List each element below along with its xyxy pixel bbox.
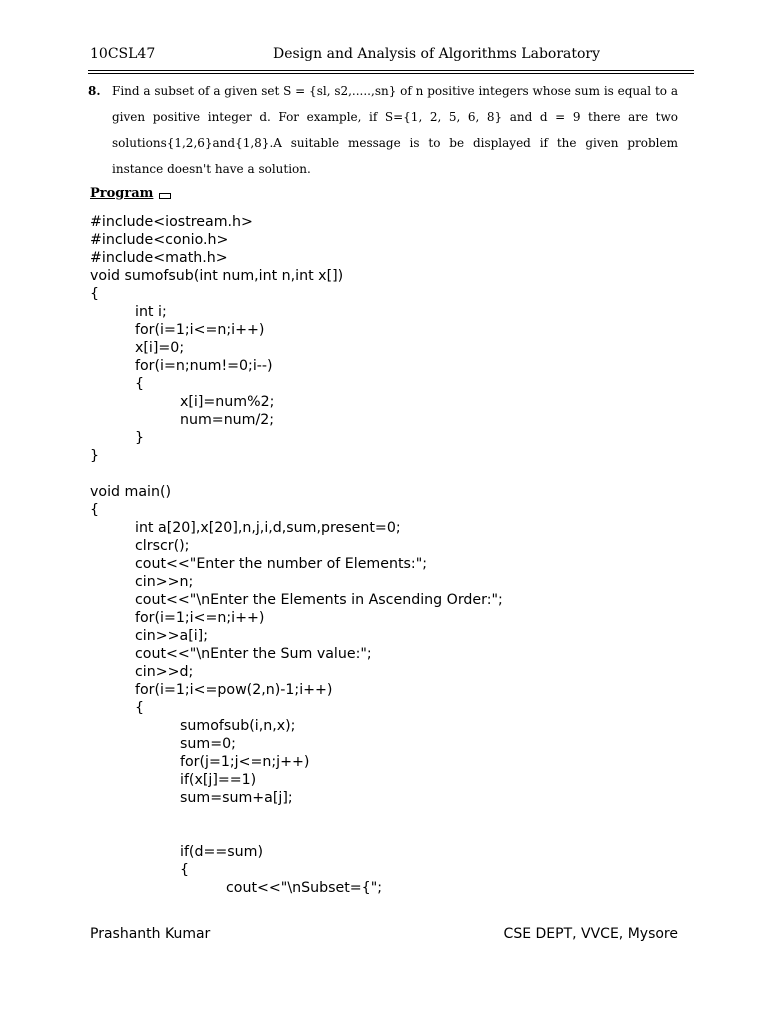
code-line: #include<conio.h> [90, 232, 229, 248]
course-code: 10CSL47 [90, 46, 156, 62]
code-line: cout<<"\nEnter the Elements in Ascending Order:"; [135, 592, 503, 608]
code-line: { [90, 502, 100, 518]
code-line: { [90, 286, 100, 302]
code-line: { [135, 700, 145, 716]
code-line [90, 825, 708, 843]
code-line: clrscr(); [135, 538, 190, 554]
code-line: cout<<"Enter the number of Elements:"; [135, 556, 428, 572]
code-line: { [135, 376, 145, 392]
code-line: x[i]=0; [135, 340, 185, 356]
problem-statement [88, 78, 678, 182]
code-line: x[i]=num%2; [180, 394, 275, 410]
code-line: } [135, 430, 145, 446]
code-line: int a[20],x[20],n,j,i,d,sum,present=0; [135, 520, 401, 536]
footer-department: CSE DEPT, VVCE, Mysore [503, 926, 678, 942]
page-header [88, 46, 690, 68]
code-line: #include<iostream.h> [90, 214, 253, 230]
problem-text: Find a subset of a given set S = {sl, s2,.....,sn} of n positive integers whose sum is equal to a given positive integer d. For example, if S={1, 2, 5, 6, 8} and d = 9 there are two solutions{1,2,6}and{1,8}.A suitable message is to be displayed if the given problem instance doesn't have a solution. [112, 84, 678, 176]
code-line: for(i=1;i<=n;i++) [135, 610, 265, 626]
code-line: cout<<"\nEnter the Sum value:"; [135, 646, 372, 662]
code-line [90, 807, 708, 825]
problem-number: 8. [88, 84, 101, 98]
header-title: Design and Analysis of Algorithms Laboratory [273, 46, 601, 62]
code-line: for(i=1;i<=n;i++) [135, 322, 265, 338]
code-line: if(d==sum) [180, 844, 263, 860]
code-line: sumofsub(i,n,x); [180, 718, 296, 734]
page-footer [90, 926, 678, 946]
placeholder-box-icon [159, 193, 171, 199]
program-heading [90, 186, 171, 201]
code-line: sum=0; [180, 736, 236, 752]
code-line: int i; [135, 304, 167, 320]
code-line: cin>>n; [135, 574, 194, 590]
code-line: #include<math.h> [90, 250, 228, 266]
program-heading-label: Program [90, 186, 154, 201]
header-rule-top [88, 70, 694, 71]
code-line: for(i=n;num!=0;i--) [135, 358, 273, 374]
code-line: cin>>d; [135, 664, 194, 680]
code-listing [90, 213, 708, 897]
code-line: for(j=1;j<=n;j++) [180, 754, 310, 770]
footer-author: Prashanth Kumar [90, 926, 211, 942]
code-line: for(i=1;i<=pow(2,n)-1;i++) [135, 682, 333, 698]
code-line: { [180, 862, 190, 878]
code-line: num=num/2; [180, 412, 275, 428]
header-rule-bottom [88, 73, 694, 74]
code-line: cin>>a[i]; [135, 628, 208, 644]
code-line: sum=sum+a[j]; [180, 790, 293, 806]
code-line [90, 465, 708, 483]
code-line: void sumofsub(int num,int n,int x[]) [90, 268, 344, 284]
code-line: if(x[j]==1) [180, 772, 257, 788]
code-line: } [90, 448, 100, 464]
code-line: cout<<"\nSubset={"; [226, 880, 383, 896]
code-line: void main() [90, 484, 172, 500]
